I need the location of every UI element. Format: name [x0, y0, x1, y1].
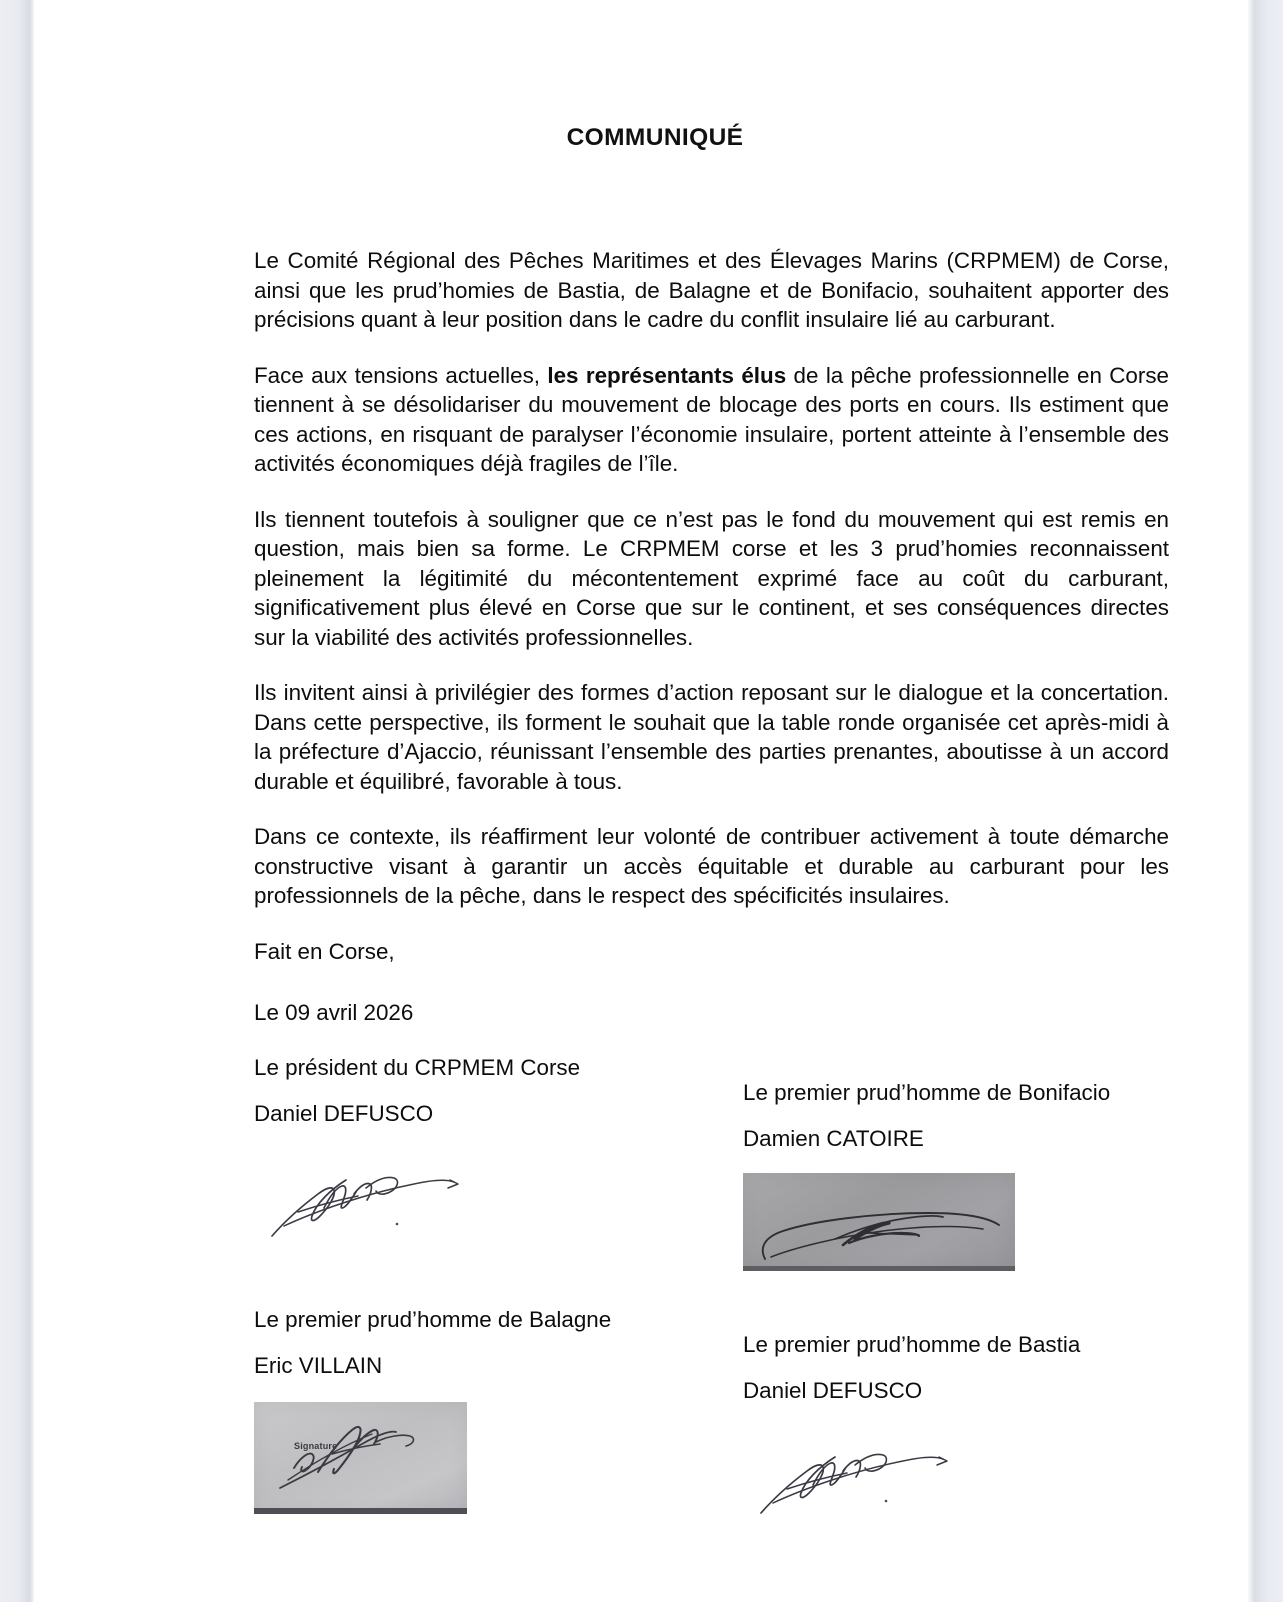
- handwritten-signature-icon: [743, 1427, 973, 1519]
- handwritten-signature-icon: [254, 1150, 484, 1242]
- signatory-prudhomme-bastia: [743, 1331, 1173, 1519]
- closing-block: [254, 937, 1169, 1028]
- signatory-prudhomme-bonifacio: [743, 1079, 1173, 1271]
- signature-row-2: [254, 1306, 1169, 1546]
- paragraph-3-text: Ils tiennent toutefois à souligner que ce n’est pas le fond du mouvement qui est remis en question, mais bien sa forme. Le CRPMEM corse et les 3 prud’homies reconnaissent pleinement la légitimité du mécontentement exprimé face au coût du carburant, significativement plus élevé en Corse que sur le continent, et ses conséquences directes sur la viabilité des activités professionnelles.: [254, 506, 1169, 650]
- paragraph-1-text: Le Comité Régional des Pêches Maritimes et des Élevages Marins (CRPMEM) de Corse, ainsi que les prud’homies de Bastia, de Balagne et de Bonifacio, souhaitent apporter des précisions quant à leur position dans le cadre du conflit insulaire lié au carburant.: [254, 248, 1169, 332]
- closing-place: Fait en Corse,: [254, 938, 395, 964]
- ink-dot: [885, 1499, 888, 1502]
- paragraph-5-text: Dans ce contexte, ils réaffirment leur volonté de contribuer activement à toute démarche constructive visant à garantir un accès équitable et durable au carburant pour les professionnels de la pêche, dans le respect des spécificités insulaires.: [254, 824, 1169, 908]
- signature-image-villain: [254, 1402, 684, 1514]
- page-title: COMMUNIQUÉ: [566, 124, 744, 151]
- paragraph-5: [254, 822, 1169, 911]
- closing-date: Le 09 avril 2026: [254, 1000, 414, 1025]
- signatory-name: Damien CATOIRE: [743, 1125, 924, 1151]
- signature-canvas: [743, 1173, 1015, 1271]
- signatory-name: Daniel DEFUSCO: [254, 1100, 434, 1126]
- paragraph-4: [254, 678, 1169, 796]
- signatory-president-crpmem: [254, 1054, 684, 1242]
- signatory-role: Le premier prud’homme de Bastia: [743, 1331, 1081, 1357]
- ink-dot: [396, 1222, 399, 1225]
- signature-row-1: [254, 1054, 1169, 1306]
- signature-canvas: [254, 1150, 484, 1242]
- signature-image-catoire: [743, 1173, 1173, 1271]
- signatory-role: Le premier prud’homme de Bonifacio: [743, 1079, 1111, 1105]
- paragraph-2-text-a: Face aux tensions actuelles,: [254, 362, 548, 388]
- signatory-prudhomme-balagne: [254, 1306, 684, 1514]
- paragraph-4-text: Ils invitent ainsi à privilégier des formes d’action reposant sur le dialogue et la concertation. Dans cette perspective, ils forment le souhait que la table ronde organisée cet après-midi à la préfecture d’Ajaccio, réunissant l’ensemble des parties prenantes, aboutisse à un accord durable et équilibré, favorable à tous.: [254, 680, 1169, 794]
- document-page: [34, 0, 1248, 1602]
- photo-edge-shadow: [743, 1266, 1015, 1271]
- signature-field-label: Signature: [294, 1440, 338, 1451]
- signature-canvas: [743, 1427, 973, 1519]
- handwritten-signature-icon: [254, 1402, 467, 1514]
- signature-image-defusco-2: [743, 1427, 1173, 1519]
- page-gutter-right: [1248, 0, 1283, 1602]
- document-body: [34, 0, 1248, 1546]
- paragraph-2-emphasis: les représentants élus: [547, 362, 787, 388]
- paragraph-2: [254, 361, 1169, 479]
- photo-edge-shadow: [254, 1508, 467, 1514]
- paragraph-3: [254, 505, 1169, 653]
- signature-canvas: [254, 1402, 467, 1514]
- signatory-name: Daniel DEFUSCO: [743, 1377, 923, 1403]
- document-content: [113, 152, 1169, 1546]
- signature-image-defusco-1: [254, 1150, 684, 1242]
- signatory-role: Le président du CRPMEM Corse: [254, 1054, 581, 1080]
- paragraph-1: [254, 246, 1169, 335]
- paragraph-2-text-b: de la pêche professionnelle en Corse tiennent à se désolidariser du mouvement de blocage des ports en cours. Ils estiment que ces actions, en risquant de paralyser l’économie insulaire, portent atteinte à l’ensemble des activités économiques déjà fragiles de l’île.: [254, 362, 1169, 476]
- page-gutter-left: [0, 0, 34, 1602]
- signatory-name: Eric VILLAIN: [254, 1352, 383, 1378]
- handwritten-signature-icon: [743, 1173, 1015, 1271]
- signatory-role: Le premier prud’homme de Balagne: [254, 1306, 612, 1332]
